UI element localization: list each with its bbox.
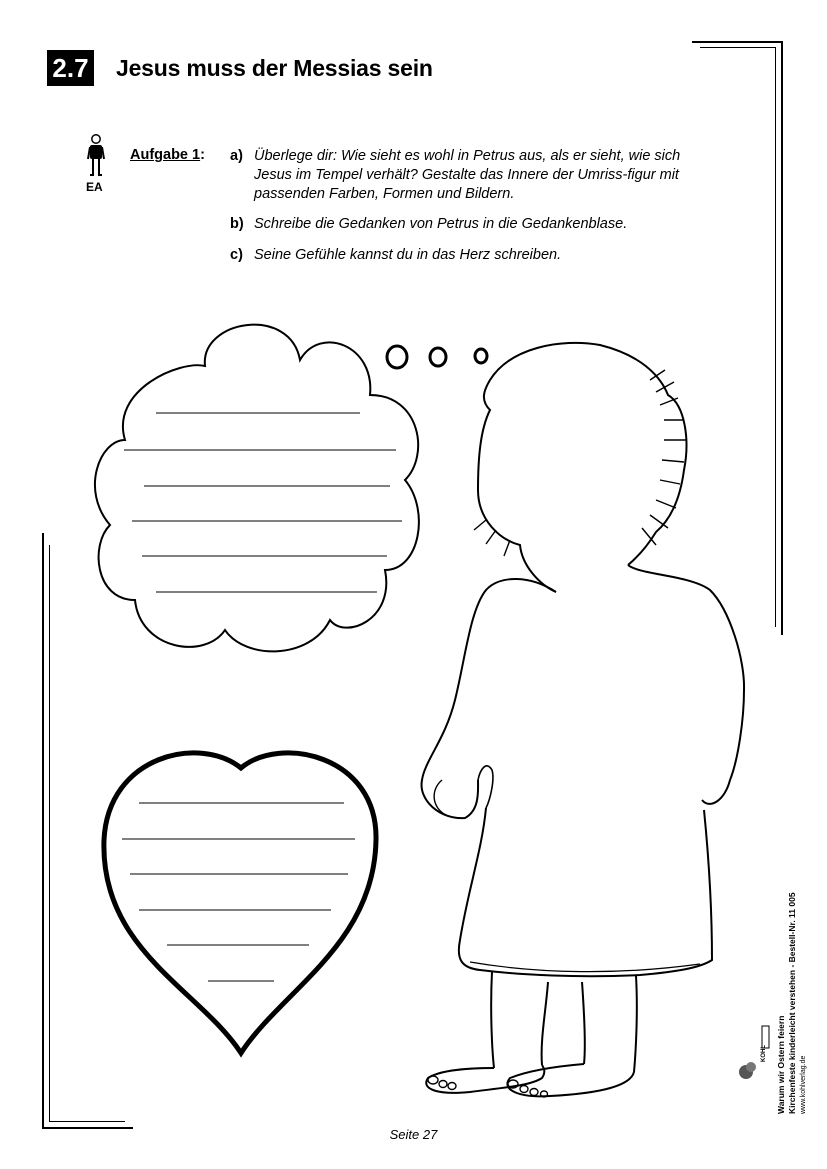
heart-writing-lines bbox=[122, 803, 355, 981]
thought-writing-lines bbox=[124, 413, 402, 592]
task-item-key: b) bbox=[230, 216, 244, 232]
thought-dot-medium bbox=[430, 348, 446, 366]
publication-title: Warum wir Ostern feiern bbox=[776, 1015, 786, 1114]
svg-text:KOHL: KOHL bbox=[761, 1045, 767, 1062]
thought-bubble bbox=[95, 325, 419, 652]
task-item-key: c) bbox=[230, 247, 243, 263]
task-item-key: a) bbox=[230, 148, 243, 164]
page-title: Jesus muss der Messias sein bbox=[116, 55, 433, 81]
page-number: Seite 27 bbox=[389, 1127, 438, 1142]
section-number: 2.7 bbox=[47, 50, 94, 86]
task-item-text: Schreibe die Gedanken von Petrus in die Gedankenblase. bbox=[254, 216, 628, 232]
task-item-text: Überlege dir: Wie sieht es wohl in Petrus aus, als er sieht, wie sich Jesus im Tempel verhält? Gestalte das Innere der Umriss-figur mit passenden Farben, Formen und Bildern. bbox=[254, 148, 681, 202]
thought-dot-small bbox=[475, 349, 487, 363]
publisher-website: www.kohlverlag.de bbox=[800, 1055, 807, 1114]
heart-shape bbox=[104, 753, 376, 1053]
publisher-logo-icon bbox=[738, 1022, 770, 1086]
work-mode-label: EA bbox=[86, 180, 103, 194]
task-item-text: Seine Gefühle kannst du in das Herz schreiben. bbox=[254, 247, 562, 263]
task-label-suffix: : bbox=[200, 147, 205, 163]
publication-series: Kirchenfeste kinderleicht verstehen - Bestell-Nr. 11 005 bbox=[787, 892, 797, 1114]
task-label-text: Aufgabe 1 bbox=[130, 147, 201, 163]
publication-info bbox=[776, 892, 809, 1114]
thought-dot-large bbox=[387, 346, 407, 368]
petrus-outline bbox=[422, 343, 745, 1097]
